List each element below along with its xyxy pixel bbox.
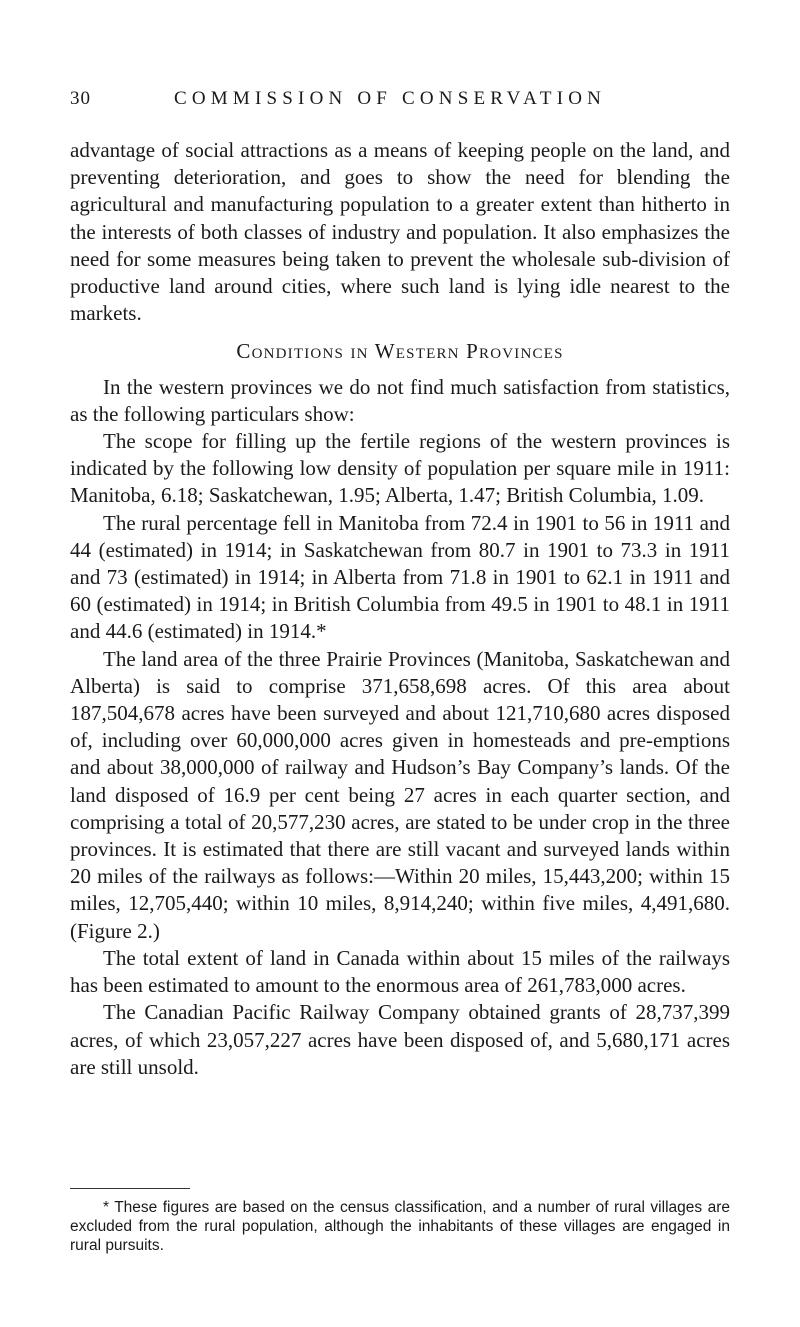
footnote-rule: [70, 1188, 190, 1189]
paragraph-population-density: The scope for filling up the fertile regions of the western provinces is indicated by the following low density of population per square mile in 1911: Manitoba, 6.18; Saskatchewan, 1.95; Alberta, 1.47; British Columbia, 1.09.: [70, 429, 730, 508]
body-text: [70, 137, 730, 1081]
paragraph-western-statistics: In the western provinces we do not find much satisfaction from statistics, as the following particulars show:: [70, 374, 730, 426]
page-header: [70, 88, 730, 118]
paragraph-prairie-land-area: The land area of the three Prairie Provinces (Manitoba, Saskatchewan and Alberta) is said to comprise 371,658,698 acres. Of this area about 187,504,678 acres have been surveyed and about 121,710,680 acres disposed of, including over 60,000,000 acres given in homesteads and pre-emptions and about 38,000,000 of railway and Hudson’s Bay Company’s lands. Of the land disposed of 16.9 per cent being 27 acres in each quarter section, and comprising a total of 20,577,230 acres, are stated to be under crop in the three provinces. It is estimated that there are still vacant and surveyed lands within 20 miles of the railways as follows:—Within 20 miles, 15,443,200; within 15 miles, 12,705,440; within 10 miles, 8,914,240; within five miles, 4,491,680. (Figure 2.): [70, 646, 730, 943]
page-number: 30: [70, 88, 91, 109]
paragraph-cpr-grants: The Canadian Pacific Railway Company obtained grants of 28,737,399 acres, of which 23,057,227 acres have been disposed of, and 5,680,171 acres are still unsold.: [70, 1000, 730, 1079]
running-head: COMMISSION OF CONSERVATION: [174, 88, 607, 109]
paragraph-land-near-railways: The total extent of land in Canada within about 15 miles of the railways has been estimated to amount to the enormous area of 261,783,000 acres.: [70, 945, 730, 998]
paragraph-social-attractions: advantage of social attractions as a means of keeping people on the land, and preventing deterioration, and goes to show the need for blending the agricultural and manufacturing population to a greater extent than hitherto in the interests of both classes of industry and population. It also emphasizes the need for some measures being taken to prevent the wholesale sub-division of productive land around cities, where such land is lying idle nearest to the markets.: [70, 138, 730, 326]
section-heading: Conditions in Western Provinces: [236, 339, 564, 364]
footnote: * These figures are based on the census classification, and a number of rural villages are excluded from the rural population, although the inhabitants of these villages are engaged in rural pursuits.: [70, 1199, 730, 1254]
paragraph-rural-percentage: The rural percentage fell in Manitoba from 72.4 in 1901 to 56 in 1911 and 44 (estimated) in 1914; in Saskatchewan from 80.7 in 1901 to 73.3 in 1911 and 73 (estimated) in 1914; in Alberta from 71.8 in 1901 to 62.1 in 1911 and 60 (estimated) in 1914; in British Columbia from 49.5 in 1901 to 48.1 in 1911 and 44.6 (estimated) in 1914.*: [70, 510, 730, 644]
